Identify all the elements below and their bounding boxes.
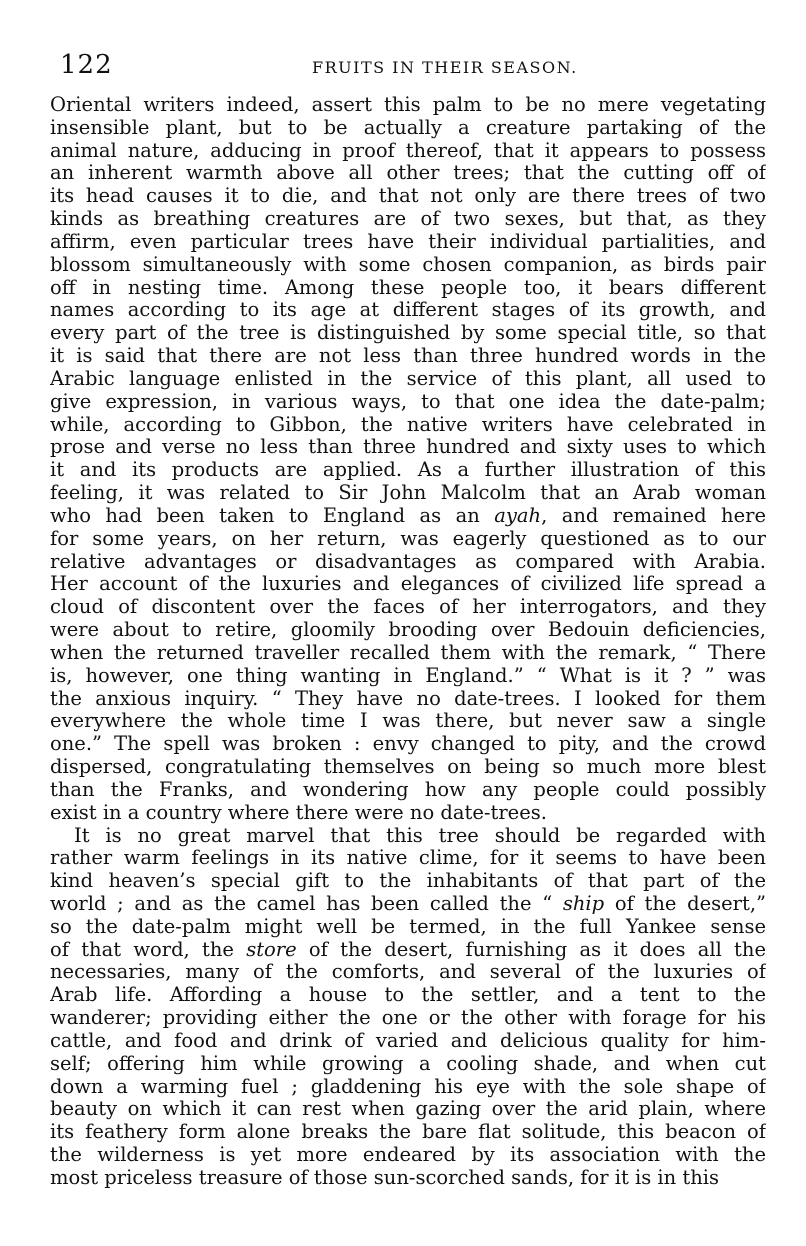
- paragraph: [50, 94, 766, 825]
- text-line: it is said that there are not less than three hundred words in the: [50, 345, 766, 368]
- paragraph: [50, 825, 766, 1190]
- text-line: rather warm feelings in its native clime, for it seems to have been: [50, 847, 766, 870]
- text-line: feeling, it was related to Sir John Malcolm that an Arab woman: [50, 482, 766, 505]
- text-line: of that word, the store of the desert, furnishing as it does all the: [50, 938, 766, 961]
- text-line: Arabic language enlisted in the service of this plant, all used to: [50, 367, 766, 390]
- text-line: necessaries, many of the comforts, and several of the luxuries of: [50, 961, 766, 984]
- text-line: Oriental writers indeed, assert this palm to be no mere vegetating: [50, 94, 766, 116]
- page-header: [60, 50, 760, 84]
- text-line: kind heaven’s special gift to the inhabitants of that part of the: [50, 870, 766, 893]
- text-line: prose and verse no less than three hundred and sixty uses to which: [50, 436, 766, 459]
- text-line: who had been taken to England as an ayah, and remained here: [50, 504, 766, 527]
- text-line: affirm, even particular trees have their individual partialities, and: [50, 230, 766, 253]
- text-line: most priceless treasure of those sun-scorched sands, for it is in this: [50, 1166, 720, 1189]
- text-line: relative advantages or disadvantages as compared with Arabia.: [50, 550, 766, 573]
- text-line: self; offering him while growing a cooling shade, and when cut: [50, 1052, 766, 1075]
- text-line: blossom simultaneously with some chosen companion, as birds pair: [50, 253, 766, 276]
- text-line: everywhere the whole time I was there, but never saw a single: [50, 710, 766, 733]
- text-line: dispersed, congratulating themselves on being so much more blest: [50, 756, 766, 779]
- text-line: an inherent warmth above all other trees; that the cutting off of: [50, 162, 766, 185]
- text-line: so the date-palm might well be termed, in the full Yankee sense: [50, 915, 766, 938]
- text-line: beauty on which it can rest when gazing over the arid plain, where: [50, 1098, 766, 1121]
- text-line: wanderer; providing either the one or the other with forage for his: [50, 1007, 766, 1030]
- text-line: is, however, one thing wanting in England.” “ What is it ? ” was: [50, 664, 766, 687]
- text-line: kinds as breathing creatures are of two sexes, but that, as they: [50, 208, 766, 231]
- text-line: down a warming fuel ; gladdening his eye with the sole shape of: [50, 1075, 766, 1098]
- text-line: names according to its age at different stages of its growth, and: [50, 299, 766, 322]
- text-line: insensible plant, but to be actually a creature partaking of the: [50, 116, 766, 139]
- text-line: world ; and as the camel has been called the “ ship of the desert,”: [50, 892, 766, 915]
- text-line: were about to retire, gloomily brooding over Bedouin deficiencies,: [50, 619, 766, 642]
- text-line: cattle, and food and drink of varied and delicious quality for him-: [50, 1029, 766, 1052]
- text-line: Her account of the luxuries and elegances of civilized life spread a: [50, 573, 766, 596]
- text-line: the wilderness is yet more endeared by its association with the: [50, 1144, 766, 1167]
- text-line: exist in a country where there were no date-trees.: [50, 801, 547, 824]
- text-line: than the Franks, and wondering how any people could possibly: [50, 778, 766, 801]
- text-line: for some years, on her return, was eagerly questioned as to our: [50, 527, 766, 550]
- text-line: the anxious inquiry. “ They have no date-trees. I looked for them: [50, 687, 766, 710]
- text-line: It is no great marvel that this tree should be regarded with: [74, 824, 766, 847]
- text-line: cloud of discontent over the faces of her interrogators, and they: [50, 596, 766, 619]
- running-title: FRUITS IN THEIR SEASON.: [312, 58, 578, 77]
- text-line: every part of the tree is distinguished by some special title, so that: [50, 322, 766, 345]
- text-line: when the returned traveller recalled them with the remark, “ There: [50, 641, 766, 664]
- text-line: its head causes it to die, and that not only are there trees of two: [50, 185, 766, 208]
- text-line: its feathery form alone breaks the bare flat solitude, this beacon of: [50, 1121, 766, 1144]
- text-line: off in nesting time. Among these people too, it bears different: [50, 276, 766, 299]
- page-number: 122: [60, 50, 113, 80]
- text-line: Arab life. Affording a house to the settler, and a tent to the: [50, 984, 766, 1007]
- text-line: animal nature, adducing in proof thereof, that it appears to possess: [50, 139, 766, 162]
- body-text: [50, 94, 766, 1190]
- text-line: while, according to Gibbon, the native writers have celebrated in: [50, 413, 766, 436]
- text-line: it and its products are applied. As a further illustration of this: [50, 459, 766, 482]
- text-line: one.” The spell was broken : envy changed to pity, and the crowd: [50, 733, 766, 756]
- text-line: give expression, in various ways, to that one idea the date-palm;: [50, 390, 766, 413]
